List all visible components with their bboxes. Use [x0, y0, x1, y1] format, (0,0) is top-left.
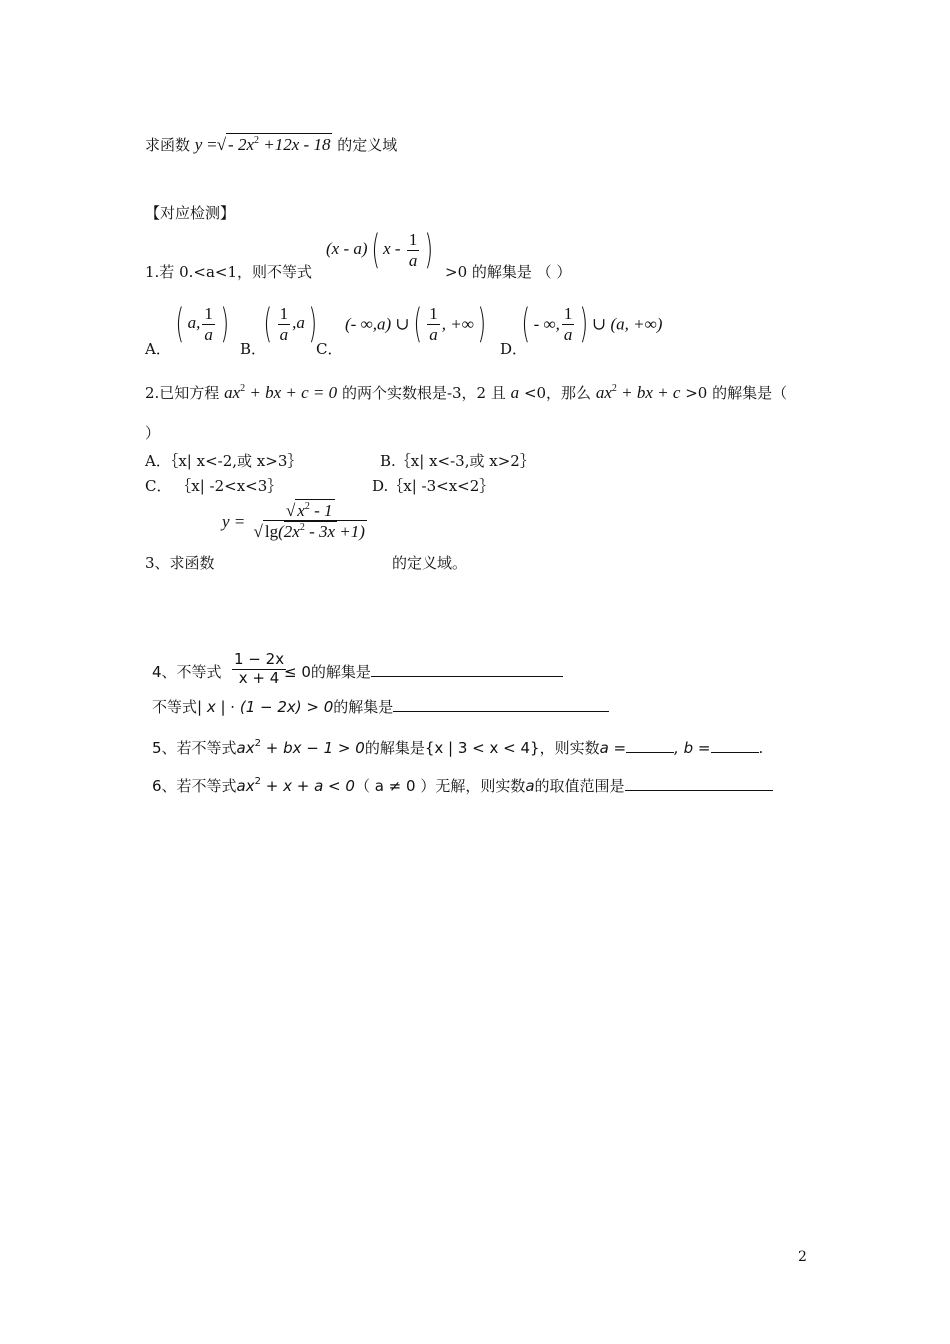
- q2-mid2: <0，那么: [523, 384, 592, 402]
- q4-fraction: $\frac{1 - 2x}{x + 4}$: [234, 650, 285, 687]
- q1-option-d-label: D．: [500, 340, 528, 358]
- q2-suffix: >0 的解集是（: [685, 384, 788, 402]
- q3-function: y = $\frac{√ x^2 - 1}{√ \lg(2x^2 - 3x +1)}$: [222, 501, 365, 541]
- q4-line2: 不等式| x | ⋅ (1 − 2x) > 0的解集是: [152, 700, 609, 715]
- q1-suffix: >0 的解集是 （ ）: [445, 263, 572, 281]
- q2-option-b: B.｛x| x<-3,或 x>2｝: [380, 452, 535, 470]
- q1-prefix: 1.若 0.<a<1，则不等式: [145, 263, 313, 281]
- q2-close: ）: [145, 424, 161, 442]
- q2-inequality: $ax^2$ + bx + c: [595, 383, 681, 402]
- q2-option-a: A．｛x| x<-2,或 x>3｝: [145, 452, 303, 470]
- q2-line: [145, 384, 787, 401]
- q3-suffix: 的定义域。: [392, 554, 468, 572]
- intro-prefix: 求函数: [145, 136, 191, 154]
- q2-prefix: 2.已知方程: [145, 384, 220, 402]
- section-title: 【对应检测】: [145, 204, 236, 222]
- q1-option-a-label: A．: [145, 340, 171, 358]
- q6-line: 6、若不等式$ax^2 + x + a < 0$（ a ≠ 0 ）无解，则实数a的取值范围是: [152, 779, 773, 794]
- q1-expression: (x - a)( x - $\frac{1}{a}$ ): [326, 227, 434, 273]
- intro-line: 求函数 y =√ - $2x^2 +12x - 18$ 的定义域: [145, 135, 398, 154]
- q4-relation: ≤ 0的解集是: [284, 665, 563, 680]
- q1-option-d-interval: ( - ∞, $\frac{1}{a}$ ) ∪ (a, +∞): [521, 301, 663, 347]
- q2-equation: $ax^2$ + bx + c = 0: [224, 383, 338, 402]
- q2-option-d: D.｛x| -3<x<2｝: [372, 477, 495, 495]
- intro-formula-y: y: [194, 135, 203, 154]
- intro-formula-radicand: - $2x^2 +12x - 18$: [228, 135, 331, 154]
- q3-prefix: 3、求函数: [145, 554, 215, 572]
- q1-option-b-interval: ( $\frac{1}{a}$ ,a): [263, 301, 317, 347]
- q2-cond: a: [510, 383, 520, 402]
- q1-option-a-interval: ( a, $\frac{1}{a}$ ): [175, 301, 229, 347]
- q5-line: 5、若不等式$ax^2$ + bx − 1 > 0的解集是{x | 3 < x < 4}，则实数a = , b = .: [152, 738, 764, 757]
- intro-suffix: 的定义域: [337, 136, 398, 154]
- q2-mid: 的两个实数根是-3，2 且: [341, 384, 506, 402]
- q4-prefix: 4、不等式: [152, 663, 222, 681]
- q1-option-c-interval: (- ∞,a) ∪( $\frac{1}{a}$ , +∞): [345, 301, 486, 347]
- q1-option-b-label: B．: [240, 340, 267, 358]
- q2-option-c: C． ｛x| -2<x<3｝: [145, 477, 283, 495]
- q1-option-c-label: C．: [316, 340, 343, 358]
- page-number: 2: [798, 1249, 807, 1265]
